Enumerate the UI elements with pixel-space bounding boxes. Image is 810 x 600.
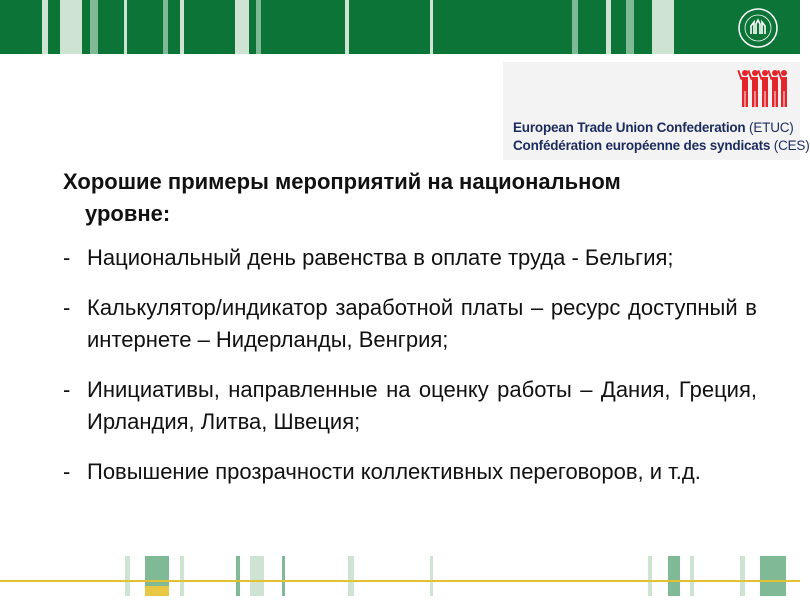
header-stripe <box>572 0 578 54</box>
list-dash: - <box>63 459 71 484</box>
logo-name-fr-text: Confédération européenne des syndicats <box>513 138 771 153</box>
slide-heading <box>63 166 757 230</box>
header-stripe <box>626 0 634 54</box>
list-dash: - <box>63 377 71 402</box>
logo-tag-en: (ETUC) <box>749 120 794 135</box>
header-stripe <box>42 0 48 54</box>
header-stripe <box>606 0 611 54</box>
slide-body <box>63 166 757 506</box>
list-item <box>63 456 757 488</box>
header-band <box>0 0 800 54</box>
list-item <box>63 374 757 438</box>
footer-stripe <box>648 556 652 596</box>
list-item-text: Повышение прозрачности коллективных переговоров, и т.д. <box>87 459 701 484</box>
logo-name-en-text: European Trade Union Confederation <box>513 120 746 135</box>
logo-name-fr <box>513 138 810 153</box>
header-stripe <box>345 0 349 54</box>
logo-tag-fr: (CES) <box>773 138 810 153</box>
footer-stripe <box>180 556 184 596</box>
list-item-text: Инициативы, направленные на оценку работы – Дания, Греция, Ирландия, Литва, Швеция; <box>87 377 757 434</box>
logo-name-en <box>513 120 794 135</box>
etuc-logo <box>503 62 810 160</box>
header-stripe <box>90 0 98 54</box>
footer-stripe <box>690 556 694 596</box>
people-logo-icon <box>739 68 789 110</box>
header-stripe <box>652 0 674 54</box>
header-stripe <box>60 0 82 54</box>
header-stripe <box>163 0 168 54</box>
logo-figures <box>737 70 787 107</box>
list-item <box>63 242 757 274</box>
footer-stripe <box>282 556 285 596</box>
list-dash: - <box>63 295 71 320</box>
footer-stripe <box>236 556 240 596</box>
footer-stripe <box>125 556 130 596</box>
footer-gold-block <box>145 586 169 596</box>
list-item-text: Национальный день равенства в оплате труда - Бельгия; <box>87 245 674 270</box>
list-item-text: Калькулятор/индикатор заработной платы – ресурс доступный в интернете – Нидерланды, Венгрия; <box>87 295 757 352</box>
heading-line-1: Хорошие примеры мероприятий на национальном <box>63 169 621 194</box>
list-dash: - <box>63 245 71 270</box>
header-stripe <box>256 0 261 54</box>
header-stripe <box>124 0 127 54</box>
footer-stripe <box>250 556 264 596</box>
header-stripe <box>235 0 249 54</box>
emblem-icon <box>736 6 780 50</box>
heading-line-2: уровне: <box>85 201 171 226</box>
footer-stripe <box>668 556 680 596</box>
footer-line <box>0 580 800 582</box>
header-stripe <box>180 0 184 54</box>
footer-stripe <box>348 556 354 596</box>
header-stripe <box>430 0 433 54</box>
list-item <box>63 292 757 356</box>
footer-stripe <box>760 556 786 596</box>
footer-stripe <box>430 556 433 596</box>
footer-stripe <box>740 556 745 596</box>
